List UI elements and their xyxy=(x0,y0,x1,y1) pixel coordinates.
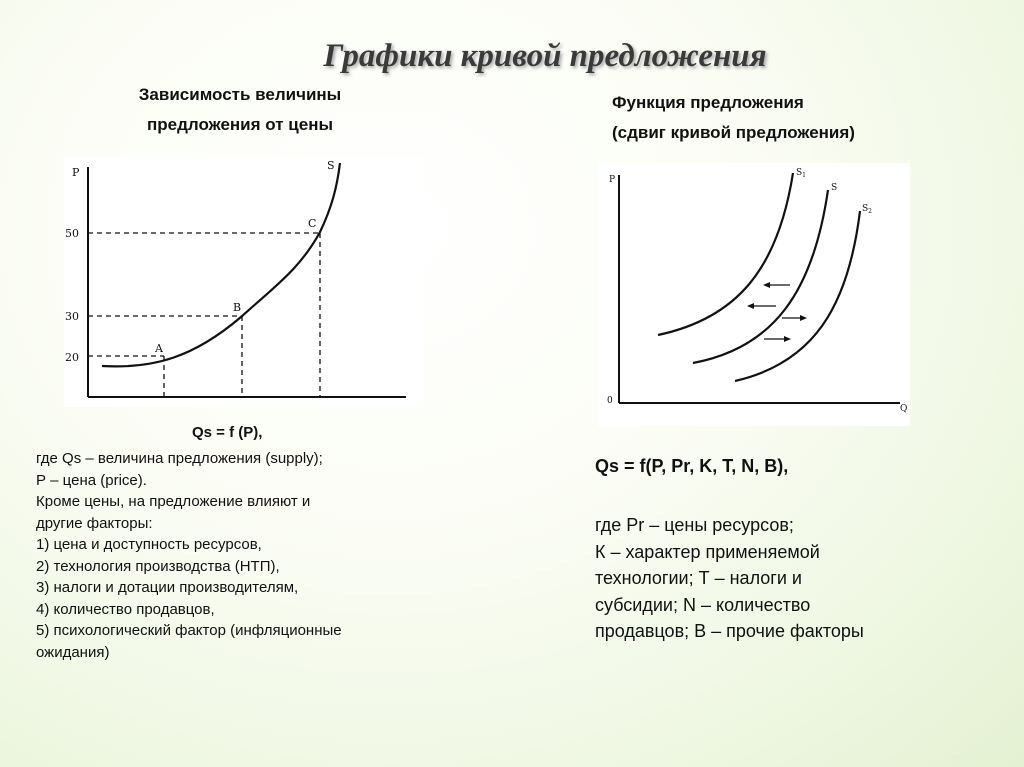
curve-label-s2: $S_2$ xyxy=(862,204,872,215)
supply-curve-chart xyxy=(64,157,424,407)
left-note-line: 1) цена и доступность ресурсов, xyxy=(36,536,262,553)
left-note-line: где Qs – величина предложения (supply); xyxy=(36,450,323,467)
supply-curve-svg xyxy=(64,157,424,407)
left-note-line: 4) количество продавцов, xyxy=(36,600,215,618)
supply-curve-s2 xyxy=(735,211,860,381)
shift-arrow-right-lower xyxy=(764,336,791,342)
shift-arrow-left-lower xyxy=(747,303,776,309)
left-heading-line2: предложения от цены xyxy=(147,115,333,134)
supply-curve-s xyxy=(693,190,828,363)
right-formula: Qs = f(P, Pr, K, T, N, B), xyxy=(595,456,789,476)
left-note-line: 5) психологический фактор (инфляционные xyxy=(36,622,342,639)
right-heading-line2: (сдвиг кривой предложения) xyxy=(612,123,855,142)
curve-label-s: S xyxy=(831,183,838,193)
y-axis-label: P xyxy=(72,166,80,179)
origin-label: 0 xyxy=(607,396,613,406)
right-heading-line1: Функция предложения xyxy=(612,93,804,112)
supply-curve-s xyxy=(102,163,340,366)
point-label-b: B xyxy=(233,301,242,314)
shift-arrow-right-upper xyxy=(782,315,807,321)
right-note-line: технологии; Т – налоги и xyxy=(595,568,802,588)
point-label-c: C xyxy=(308,217,317,230)
supply-curve-s1 xyxy=(658,173,793,335)
right-note-line: субсидии; N – количество xyxy=(595,594,811,615)
left-note-line: ожидания) xyxy=(36,643,110,661)
shift-arrow-left-upper xyxy=(763,282,790,288)
supply-shift-chart xyxy=(598,163,910,426)
y-axis-label: P xyxy=(609,175,616,185)
y-tick-20: 20 xyxy=(65,351,79,364)
left-note-line: Р – цена (price). xyxy=(36,471,147,489)
supply-shift-svg xyxy=(598,163,910,426)
left-note-line: Кроме цены, на предложение влияют и xyxy=(36,493,311,510)
right-notes xyxy=(595,512,975,645)
right-note-line: К – характер применяемой xyxy=(595,541,820,562)
page-title: Графики кривой предложения xyxy=(323,38,767,74)
right-chart-heading xyxy=(612,88,855,148)
right-note-line: где Pr – цены ресурсов; xyxy=(595,515,794,535)
left-notes xyxy=(36,448,466,663)
y-tick-30: 30 xyxy=(65,310,79,323)
left-note-line: 2) технология производства (НТП), xyxy=(36,557,280,575)
left-heading-line1: Зависимость величины xyxy=(138,85,342,104)
left-chart-heading xyxy=(80,80,400,140)
left-note-line: 3) налоги и дотации производителям, xyxy=(36,579,299,596)
point-label-a: A xyxy=(155,342,163,355)
right-note-line: продавцов; В – прочие факторы xyxy=(595,621,864,641)
x-axis-label: Q xyxy=(900,404,908,414)
left-formula: Qs = f (P), xyxy=(192,424,263,441)
curve-label-s1: $S_1$ xyxy=(796,168,806,179)
left-note-line: другие факторы: xyxy=(36,514,153,532)
supply-curve-label: S xyxy=(327,159,335,172)
y-tick-50: 50 xyxy=(65,227,79,240)
